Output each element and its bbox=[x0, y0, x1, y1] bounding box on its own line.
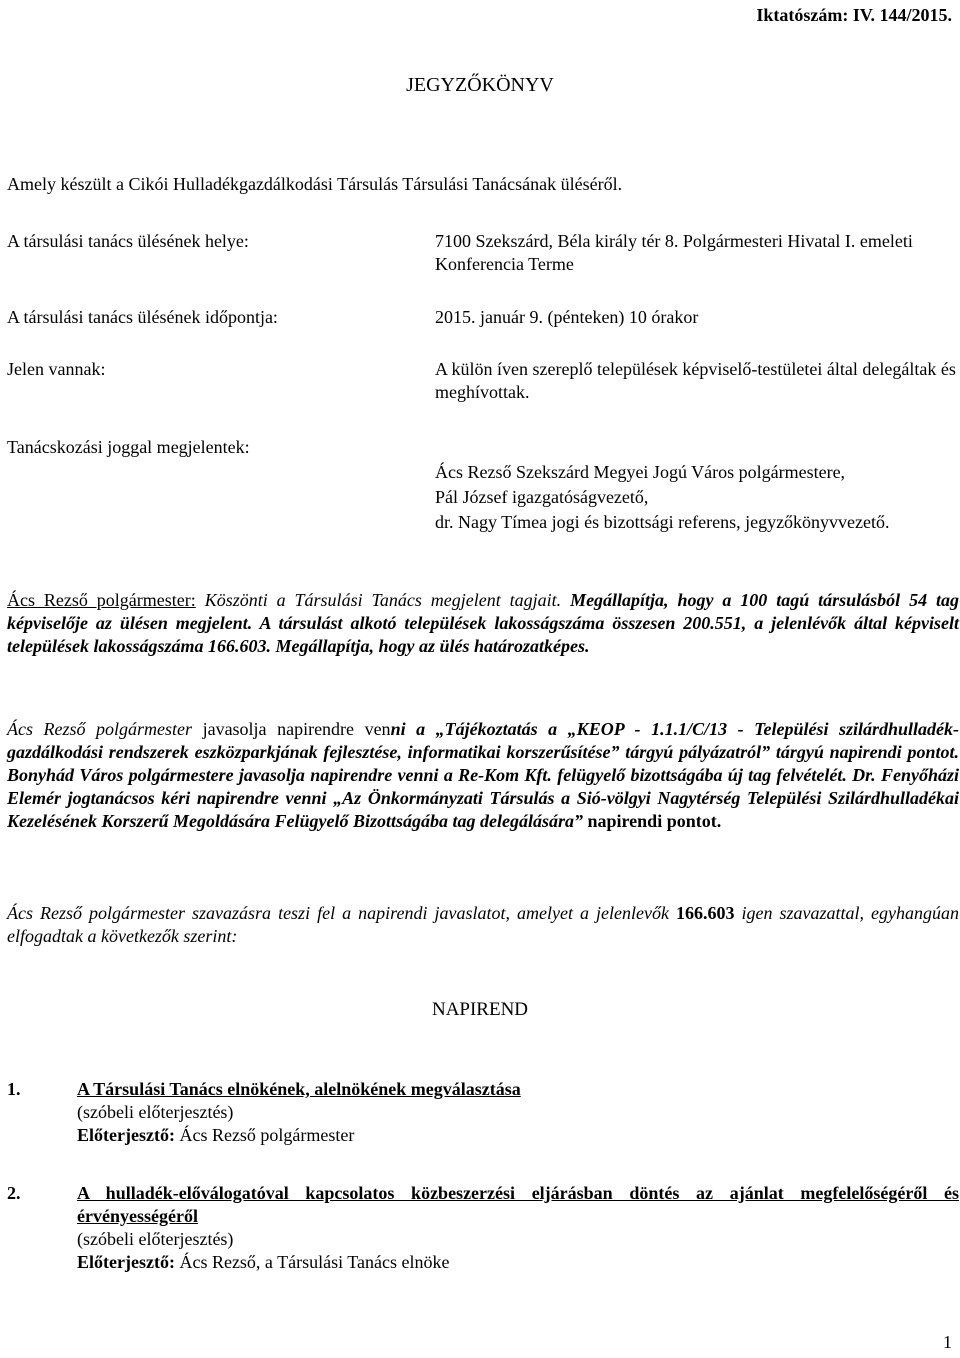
agenda-item-number: 1. bbox=[7, 1079, 21, 1099]
agenda-item-note: (szóbeli előterjesztés) bbox=[77, 1229, 234, 1249]
vote-text-1: Ács Rezső polgármester szavazásra teszi fel a napirendi javaslatot, amelyet a jelenlevők bbox=[7, 903, 676, 923]
meeting-place-value: 7100 Szekszárd, Béla király tér 8. Polgármesteri Hivatal I. emeleti Konferencia Terme bbox=[435, 231, 913, 274]
meeting-time-label: A társulási tanács ülésének időpontja: bbox=[7, 307, 278, 327]
present-value: A külön íven szereplő települések képviselő-testületei által delegáltak és meghívottak. bbox=[435, 359, 956, 402]
speaker-name: Ács Rezső polgármester: bbox=[7, 590, 196, 610]
agenda-proposal-paragraph bbox=[7, 718, 959, 833]
vote-paragraph bbox=[7, 902, 959, 948]
agenda-item-presenter-line bbox=[77, 1124, 959, 1147]
advisory-value-2: Pál József igazgatóságvezető, bbox=[435, 487, 649, 507]
opening-paragraph bbox=[7, 589, 959, 658]
agenda-item bbox=[77, 1182, 959, 1274]
presenter-label: Előterjesztő: bbox=[77, 1125, 175, 1145]
document-title: JEGYZŐKÖNYV bbox=[406, 74, 554, 96]
document-reference-number: Iktatószám: IV. 144/2015. bbox=[756, 5, 952, 25]
agenda-item bbox=[77, 1078, 959, 1147]
agenda-item-presenter-line bbox=[77, 1251, 959, 1274]
intro-line: Amely készült a Cikói Hulladékgazdálkodási Társulás Társulási Tanácsának üléséről. bbox=[7, 174, 623, 194]
meeting-time-value: 2015. január 9. (pénteken) 10 órakor bbox=[435, 307, 699, 327]
meeting-place-label: A társulási tanács ülésének helye: bbox=[7, 231, 249, 251]
advisory-label: Tanácskozási joggal megjelentek: bbox=[7, 437, 250, 457]
quorum-text: Megállapítja, hogy a 100 tagú társulásból 54 tag képviselője az ülésen megjelent. A társulást alkotó települések lakosságszáma összesen 200.551, a jelenlévők által képviselt települések lakosságszáma 166.603. Megállapítja, hogy az ülés határozatképes. bbox=[7, 590, 960, 656]
advisory-value-1: Ács Rezső Szekszárd Megyei Jogú Város polgármestere, bbox=[435, 462, 846, 482]
advisory-value-3: dr. Nagy Tímea jogi és bizottsági referens, jegyzőkönyvvezető. bbox=[435, 512, 890, 532]
agenda-item-note: (szóbeli előterjesztés) bbox=[77, 1102, 234, 1122]
presenter-name: Ács Rezső, a Társulási Tanács elnöke bbox=[174, 1252, 450, 1272]
agenda-item-title: A Társulási Tanács elnökének, alelnökének megválasztása bbox=[77, 1079, 521, 1099]
agenda-title: NAPIREND bbox=[431, 999, 529, 1020]
proposal-text: ni a „Tájékoztatás a „KEOP - 1.1.1/C/13 - Települési szilárdhulladék-gazdálkodási rendszerek eszközparkjának fejlesztése, informatikai korszerűsítése” tárgyú pályázatról” tárgyú napirendi pontot. Bonyhád Város polgármestere javasolja napirendre venni a Re-Kom Kft. felügyelő bizottságába új tag felvételét. Dr. Fenyőházi Elemér jogtanácsos kéri napirendre venni „Az Önkormányzati Társulás a Sió-völgyi Nagytérség Települési Szilárdhulladékai Kezelésének Korszerű Megoldására Felügyelő Bizottságába tag delegálására” bbox=[7, 719, 960, 831]
agenda-item-title: A hulladék-előválogatóval kapcsolatos közbeszerzési eljárásban döntés az ajánlat megfelelőségéről és érvényességéről bbox=[77, 1183, 959, 1226]
greeting-text: Köszönti a Társulási Tanács megjelent tagjait. bbox=[195, 590, 571, 610]
agenda-item-number: 2. bbox=[7, 1183, 21, 1203]
vote-text-2: igen szavazattal, egyhangúan elfogadtak a következők szerint: bbox=[7, 903, 959, 946]
page-number: 1 bbox=[943, 1332, 952, 1352]
proposal-verb: javasolja napirendre ven bbox=[192, 719, 391, 739]
vote-count: 166.603 bbox=[675, 903, 735, 923]
present-label: Jelen vannak: bbox=[7, 359, 106, 379]
presenter-name: Ács Rezső polgármester bbox=[174, 1125, 355, 1145]
presenter-label: Előterjesztő: bbox=[77, 1252, 175, 1272]
proposal-end: napirendi pontot. bbox=[583, 811, 722, 831]
proposer-name: Ács Rezső polgármester bbox=[7, 719, 193, 739]
